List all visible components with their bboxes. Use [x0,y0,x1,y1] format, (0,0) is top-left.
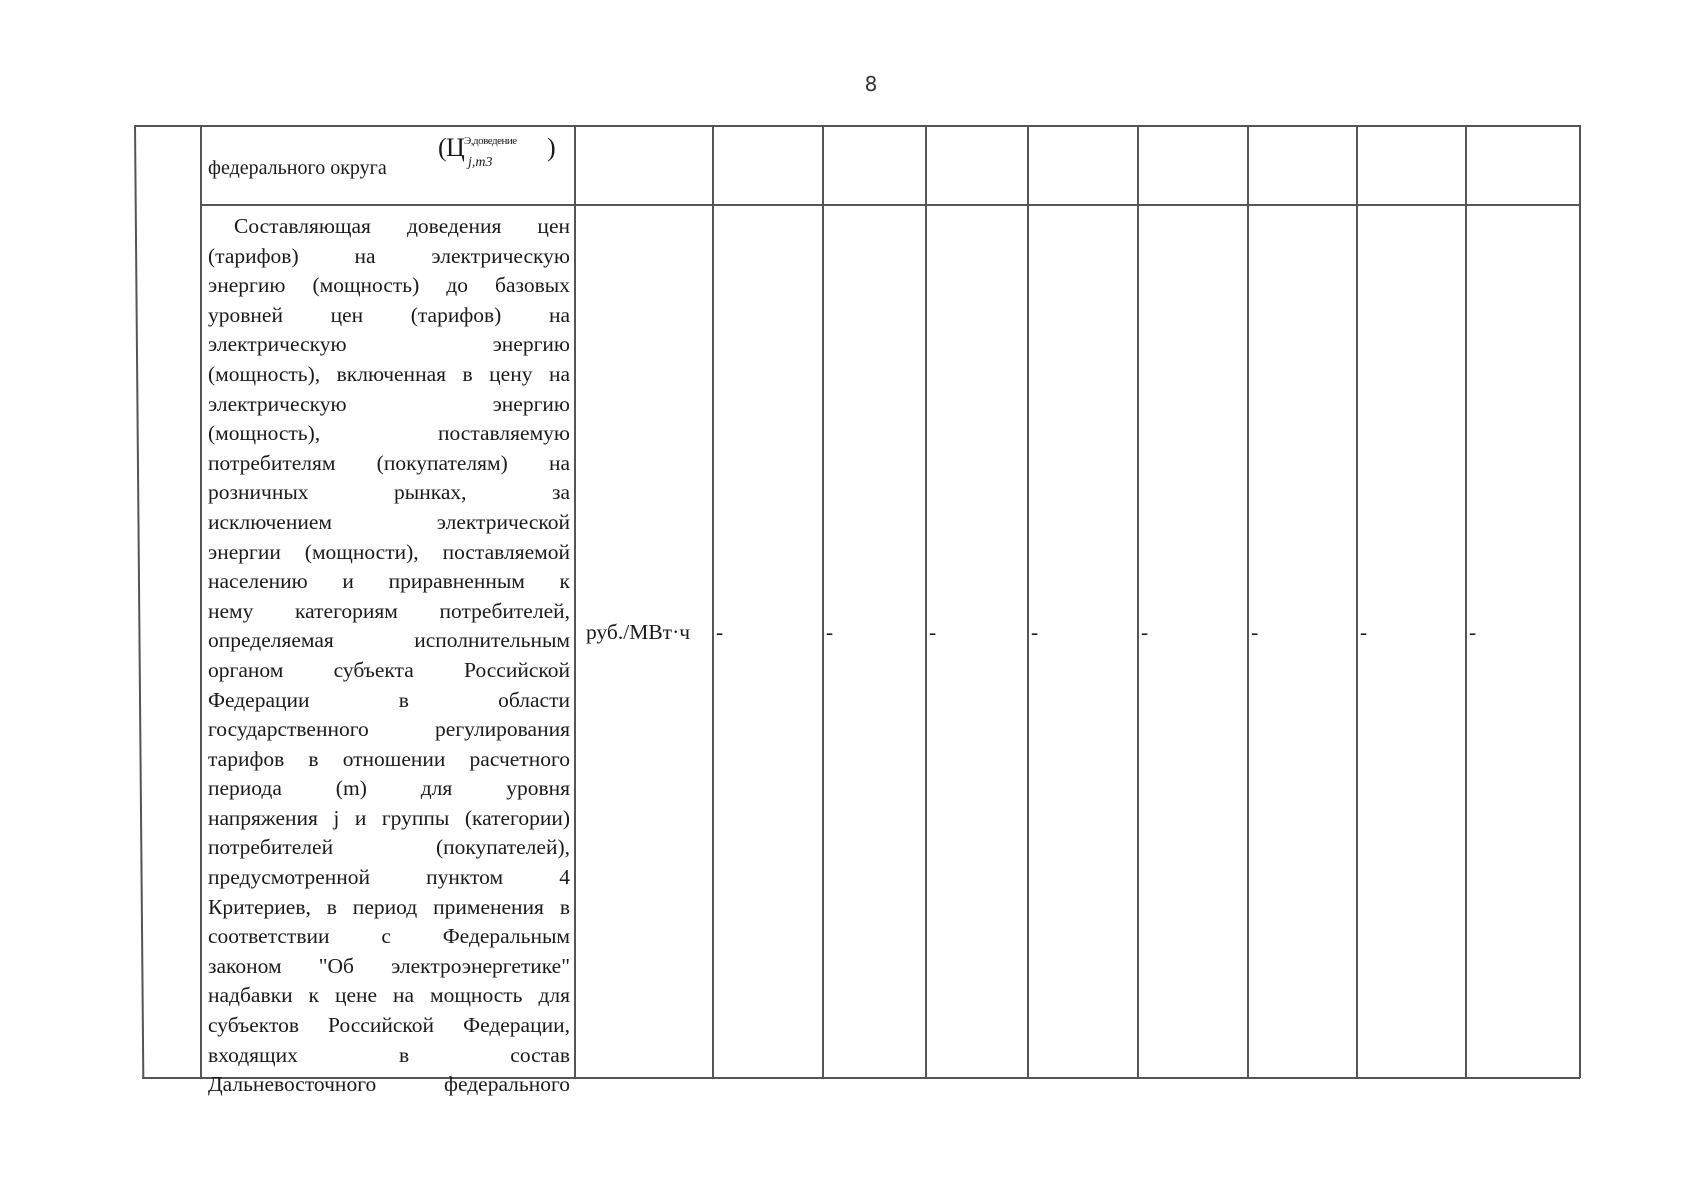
description-line: законом "Об электроэнергетике" [208,953,570,978]
value-cell: - [1141,620,1149,644]
description-line: тарифов в отношении расчетного [208,746,570,771]
description-line: надбавки к цене на мощность для [208,983,570,1008]
description-line: периода (m) для уровня [208,776,570,801]
formula-close-paren: ) [547,133,556,162]
value-cell: - [1251,620,1259,644]
description-line: Критериев, в период применения в [208,894,570,919]
description-line: определяемая исполнительным [208,628,570,653]
table-row-divider [200,204,1580,206]
description-line: напряжения j и группы (категории) [208,805,570,830]
table-col-line [712,125,714,1078]
description-line: электрическую энергию [208,391,570,416]
description-line: Составляющая доведения цен [234,214,570,238]
table-col-line [574,125,576,1078]
formula-superscript: Э,доведение [464,135,517,147]
table-border-top [134,125,1580,127]
table-col-line [925,125,927,1078]
table-border-left [134,125,144,1078]
description-line: (мощность), включенная в цену на [208,361,570,386]
description-line: потребителям (покупателям) на [208,450,570,475]
table-col-line [822,125,824,1078]
value-cell: - [929,620,937,644]
value-cell: - [826,620,834,644]
value-cell: - [1031,620,1039,644]
description-line: потребителей (покупателей), [208,835,570,860]
description-line: (мощность), поставляемую [208,421,570,446]
table-col-line [1247,125,1249,1078]
description-line: субъектов Российской Федерации, [208,1013,570,1038]
description-line: исключением электрической [208,509,570,534]
value-cell: - [1360,620,1368,644]
unit-cell: руб./МВт·ч [586,620,691,644]
formula-symbol: Ц [446,133,465,162]
formula-subscript: j,m3 [468,155,493,170]
description-line: уровней цен (тарифов) на [208,302,570,327]
page-number: 8 [864,72,878,96]
description-line: энергию (мощность) до базовых [208,273,570,298]
description-line: Федерации в области [208,687,570,712]
table-col-line [1027,125,1029,1078]
description-line: предусмотренной пунктом 4 [208,865,570,890]
value-cell: - [1469,620,1477,644]
description-line: (тарифов) на электрическую [208,243,570,268]
formula-open-paren: ( [438,133,447,162]
description-line: соответствии с Федеральным [208,924,570,949]
description-line: населению и приравненным к [208,569,570,594]
description-line: входящих в состав [208,1042,570,1067]
table-col-line [1465,125,1467,1078]
value-cell: - [716,620,724,644]
description-line: государственного регулирования [208,717,570,742]
description-line: органом субъекта Российской [208,657,570,682]
table-border-right [1579,125,1581,1078]
table-col-line [1137,125,1139,1078]
row-description-continued: федерального округа [208,157,387,179]
table-col-line [1356,125,1358,1078]
row-description [208,212,570,1100]
description-line: Дальневосточного федерального [208,1072,570,1097]
description-line: электрическую энергию [208,332,570,357]
description-line: нему категориям потребителей, [208,598,570,623]
table-col-line [200,125,202,1078]
description-line: энергии (мощности), поставляемой [208,539,570,564]
description-line: розничных рынках, за [208,480,570,505]
